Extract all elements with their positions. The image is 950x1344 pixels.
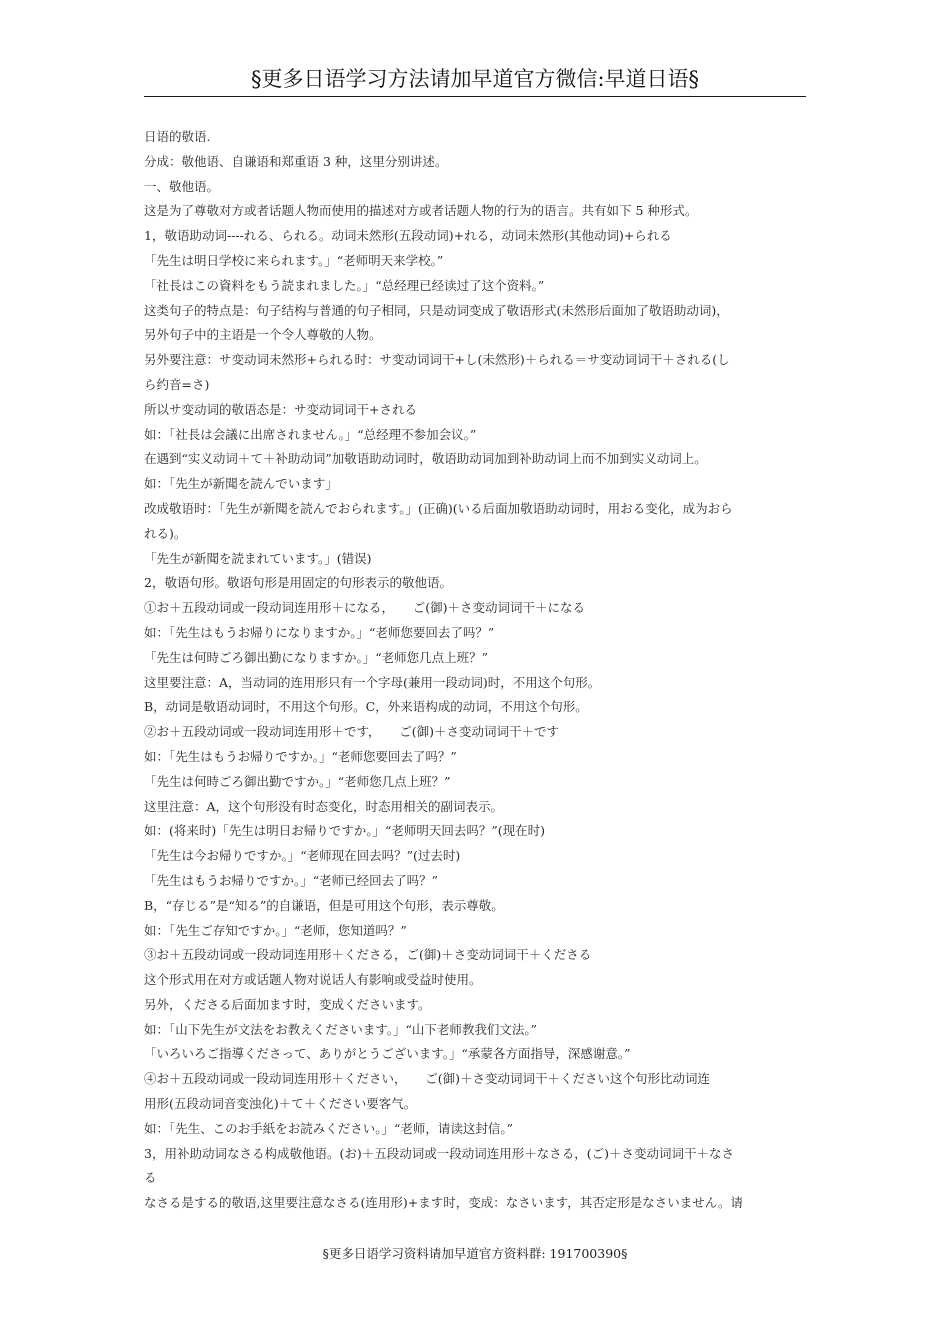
text-line: 这个形式用在对方或话题人物对说话人有影响或受益时使用。: [144, 972, 482, 988]
text-line: 日语的敬语.: [144, 129, 211, 144]
text-line: 另外要注意：サ变动词未然形+られる时：サ变动词词干+し(未然形)＋られる＝サ变动词词干＋される(し: [144, 352, 730, 368]
text-line: 另外，くださる后面加ます时，变成くださいます。: [144, 996, 431, 1012]
text-line: 用形(五段动词音变浊化)＋て＋ください要客气。: [144, 1096, 417, 1112]
text-line: 如：「先生、このお手紙をお読みください。」“老师，请读这封信。”: [144, 1120, 514, 1136]
text-line: ら约音=さ): [144, 376, 210, 392]
text-line: 一、敬他语。: [144, 178, 220, 194]
text-line: 所以サ变动词的敬语态是：サ变动词词干+される: [144, 401, 417, 417]
text-line: 如：「先生が新聞を読んでいます」: [144, 476, 338, 492]
header-title: §更多日语学习方法请加早道官方微信:早道日语§: [250, 67, 700, 91]
text-line: ③お＋五段动词或一段动词连用形＋くださる，ご(御)＋さ变动词词干＋くださる: [144, 947, 592, 963]
text-line: 「いろいろご指導くださって、ありがとうございます。」“承蒙各方面指导，深感谢意。”: [144, 1046, 631, 1062]
text-line: 如：「先生はもうお帰りですか。」“老师您要回去了吗？”: [144, 748, 457, 764]
text-line: 改成敬语时：「先生が新聞を読んでおられます。」(正确)(いる后面加敬语助动词时，用おる变化，成为おら: [144, 500, 733, 516]
text-line: 2，敬语句形。敬语句形是用固定的句形表示的敬他语。: [144, 575, 452, 591]
text-line: B，“存じる”是“知る”的自谦语，但是可用这个句形，表示尊敬。: [144, 897, 504, 913]
text-line: 如：「山下先生が文法をお教えくださいます。」“山下老师教我们文法。”: [144, 1021, 538, 1037]
text-line: 如：「先生ご存知ですか。」“老师，您知道吗？”: [144, 922, 407, 938]
text-line: 这是为了尊敬对方或者话题人物而使用的描述对方或者话题人物的行为的语言。共有如下 5 种形式。: [144, 203, 698, 219]
text-line: 「社長はこの資料をもう読まれました。」“总经理已经读过了这个资料。”: [144, 277, 545, 293]
text-line: ④お＋五段动词或一段动词连用形＋ください， ご(御)＋さ变动词词干＋ください这个句形比动词连: [144, 1071, 711, 1087]
page-header: [144, 62, 806, 97]
text-line: 「先生は明日学校に来られます。」“老师明天来学校。”: [144, 252, 444, 268]
text-line: なさる是する的敬语,这里要注意なさる(连用形)+ます时，变成：なさいます，其否定形是なさいません。请: [144, 1195, 743, 1211]
text-line: B，动词是敬语动词时，不用这个句形。C，外来语构成的动词，不用这个句形。: [144, 699, 588, 715]
text-line: 「先生はもうお帰りですか。」“老师已经回去了吗？”: [144, 872, 439, 888]
text-line: ①お＋五段动词或一段动词连用形＋になる， ご(御)＋さ变动词词干＋になる: [144, 600, 586, 616]
text-line: 「先生が新聞を読まれています。」(错误): [144, 550, 372, 566]
text-line: 分成：敬他语、自谦语和郑重语 3 种，这里分别讲述。: [144, 153, 448, 169]
text-line: 「先生は何時ごろ御出勤になりますか。」“老师您几点上班？”: [144, 649, 489, 665]
text-line: 这类句子的特点是：句子结构与普通的句子相同，只是动词变成了敬语形式(未然形后面加了敬语助动词)，: [144, 302, 729, 318]
text-line: 另外句子中的主语是一个令人尊敬的人物。: [144, 327, 382, 343]
text-line: 1，敬语助动词----れる、られる。动词未然形(五段动词)+れる，动词未然形(其他动词)+られる: [144, 228, 672, 244]
text-line: れる)。: [144, 525, 187, 541]
footer-text: §更多日语学习资料请加早道官方资料群: 191700390§: [322, 1246, 628, 1261]
page-footer: [0, 1244, 950, 1264]
text-line: 如：「社長は会議に出席されません。」“总经理不参加会议。”: [144, 426, 477, 442]
text-line: る: [144, 1170, 157, 1186]
text-line: 「先生は何時ごろ御出勤ですか。」“老师您几点上班？”: [144, 773, 451, 789]
text-line: 如：(将来时)「先生は明日お帰りですか。」“老师明天回去吗？”(现在时): [144, 823, 546, 839]
text-line: 在遇到“实义动词＋て＋补助动词”加敬语助动词时，敬语助动词加到补助动词上而不加到实义动词上。: [144, 451, 707, 467]
text-line: 这里注意：A，这个句形没有时态变化，时态用相关的副词表示。: [144, 798, 504, 814]
document-body: [144, 125, 808, 1216]
text-line: 如：「先生はもうお帰りになりますか。」“老师您要回去了吗？”: [144, 624, 495, 640]
text-line: ②お＋五段动词或一段动词连用形＋です， ご(御)＋さ变动词词干＋です: [144, 724, 560, 740]
text-line: 3，用补助动词なさる构成敬他语。(お)＋五段动词或一段动词连用形＋なさる，(ご)＋さ变动词词干＋なさ: [144, 1145, 734, 1161]
text-line: 这里要注意：A，当动词的连用形只有一个字母(兼用一段动词)时，不用这个句形。: [144, 674, 601, 690]
text-line: 「先生は今お帰りですか。」“老师现在回去吗？”(过去时): [144, 848, 461, 864]
